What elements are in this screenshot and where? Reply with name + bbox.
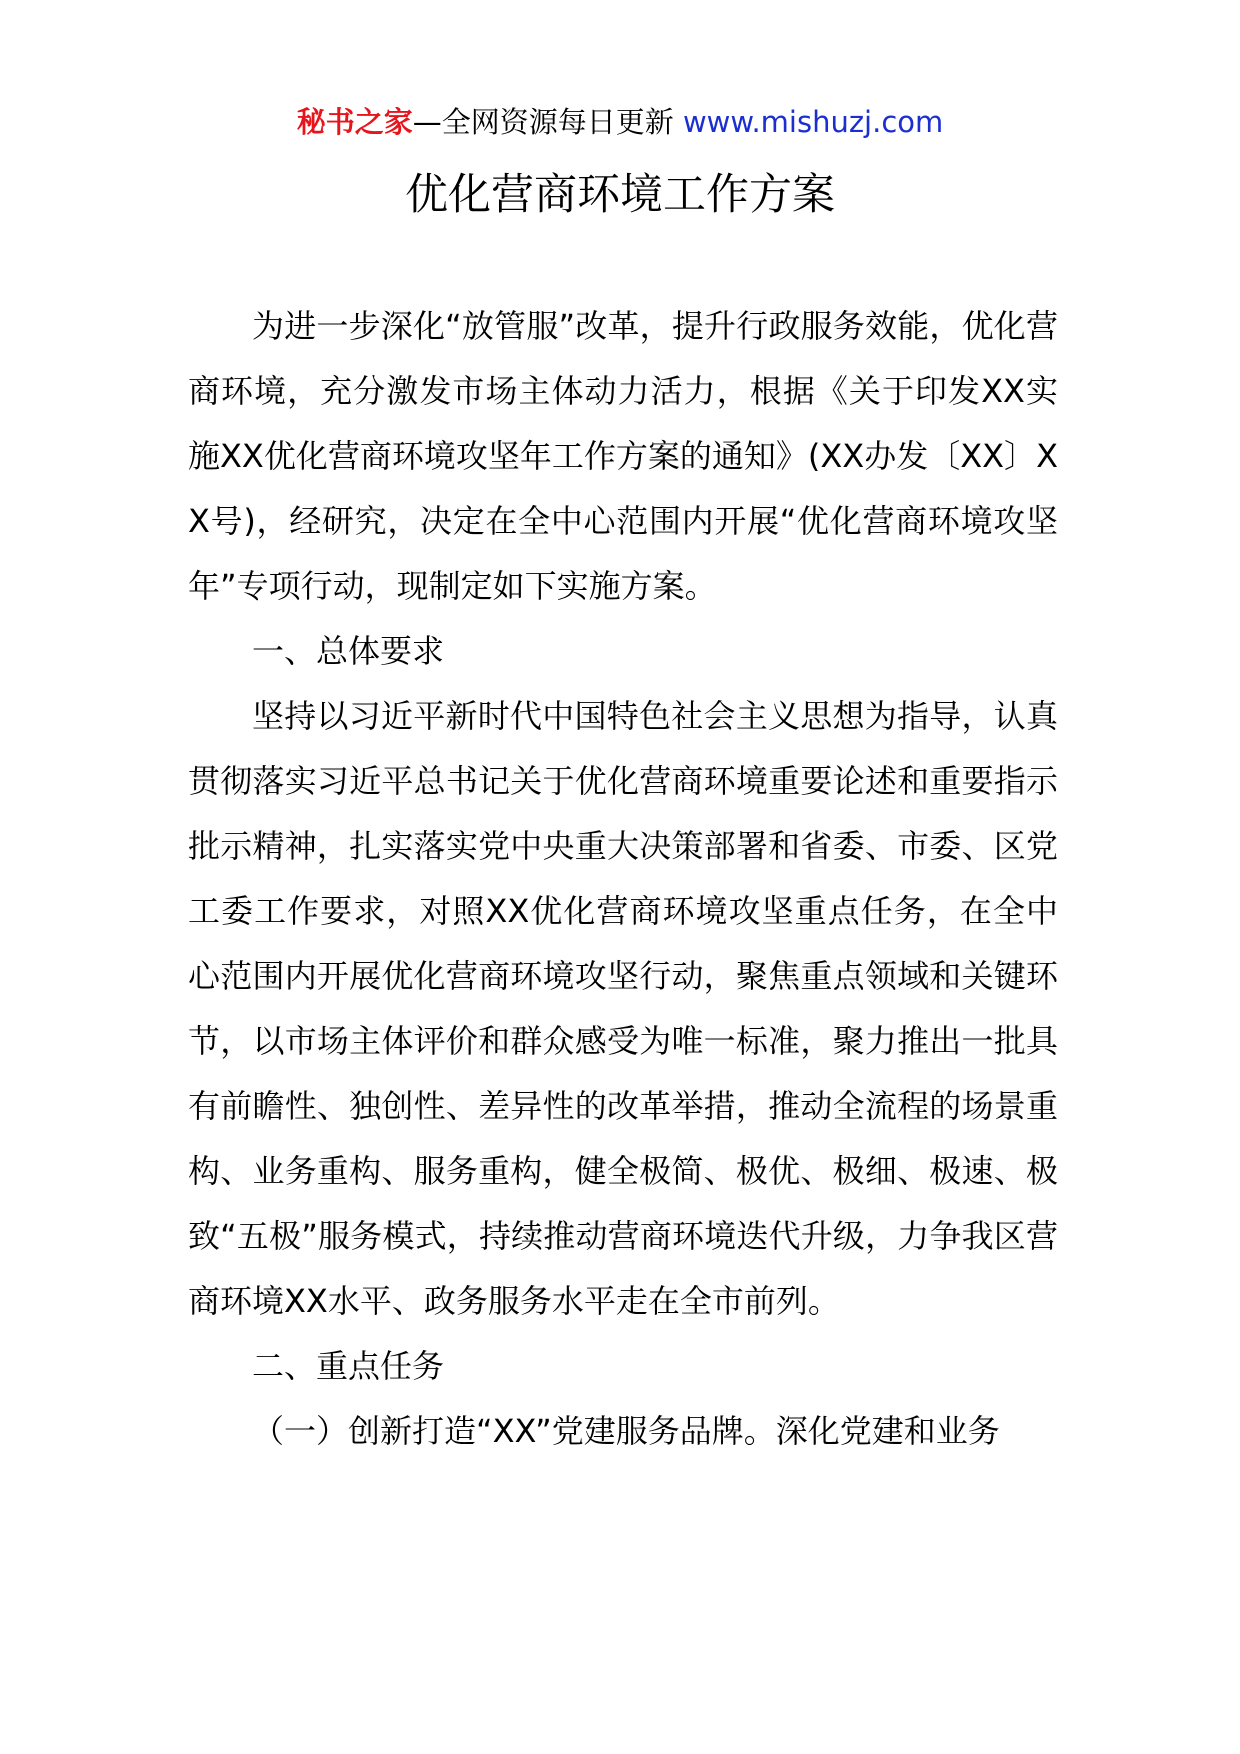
document-body	[188, 294, 1058, 1464]
general-requirements-paragraph: 坚持以习近平新时代中国特色社会主义思想为指导，认真贯彻落实习近平总书记关于优化营商环境重要论述和重要指示批示精神，扎实落实党中央重大决策部署和省委、市委、区党工委工作要求，对照XX优化营商环境攻坚重点任务，在全中心范围内开展优化营商环境攻坚行动，聚焦重点领域和关键环节，以市场主体评价和群众感受为唯一标准，聚力推出一批具有前瞻性、独创性、差异性的改革举措，推动全流程的场景重构、业务重构、服务重构，健全极简、极优、极细、极速、极致“五极”服务模式，持续推动营商环境迭代升级，力争我区营商环境XX水平、政务服务水平走在全市前列。	[188, 697, 1058, 1320]
intro-paragraph: 为进一步深化“放管服”改革，提升行政服务效能，优化营商环境，充分激发市场主体动力活力，根据《关于印发XX实施XX优化营商环境攻坚年工作方案的通知》(XX办发〔XX〕XX号)，经研究，决定在全中心范围内开展“优化营商环境攻坚年”专项行动，现制定如下实施方案。	[188, 307, 1058, 605]
site-tagline: —全网资源每日更新	[412, 105, 683, 139]
document-title: 优化营商环境工作方案	[405, 170, 835, 220]
section-heading-key-tasks: 二、重点任务	[252, 1347, 445, 1385]
site-url-link[interactable]: www.mishuzj.com	[682, 105, 944, 139]
site-header	[0, 102, 1240, 142]
section-heading-general-requirements: 一、总体要求	[252, 632, 445, 670]
site-brand: 秘书之家	[296, 105, 413, 139]
key-task-1-paragraph: （一）创新打造“XX”党建服务品牌。深化党建和业务	[252, 1412, 1000, 1450]
